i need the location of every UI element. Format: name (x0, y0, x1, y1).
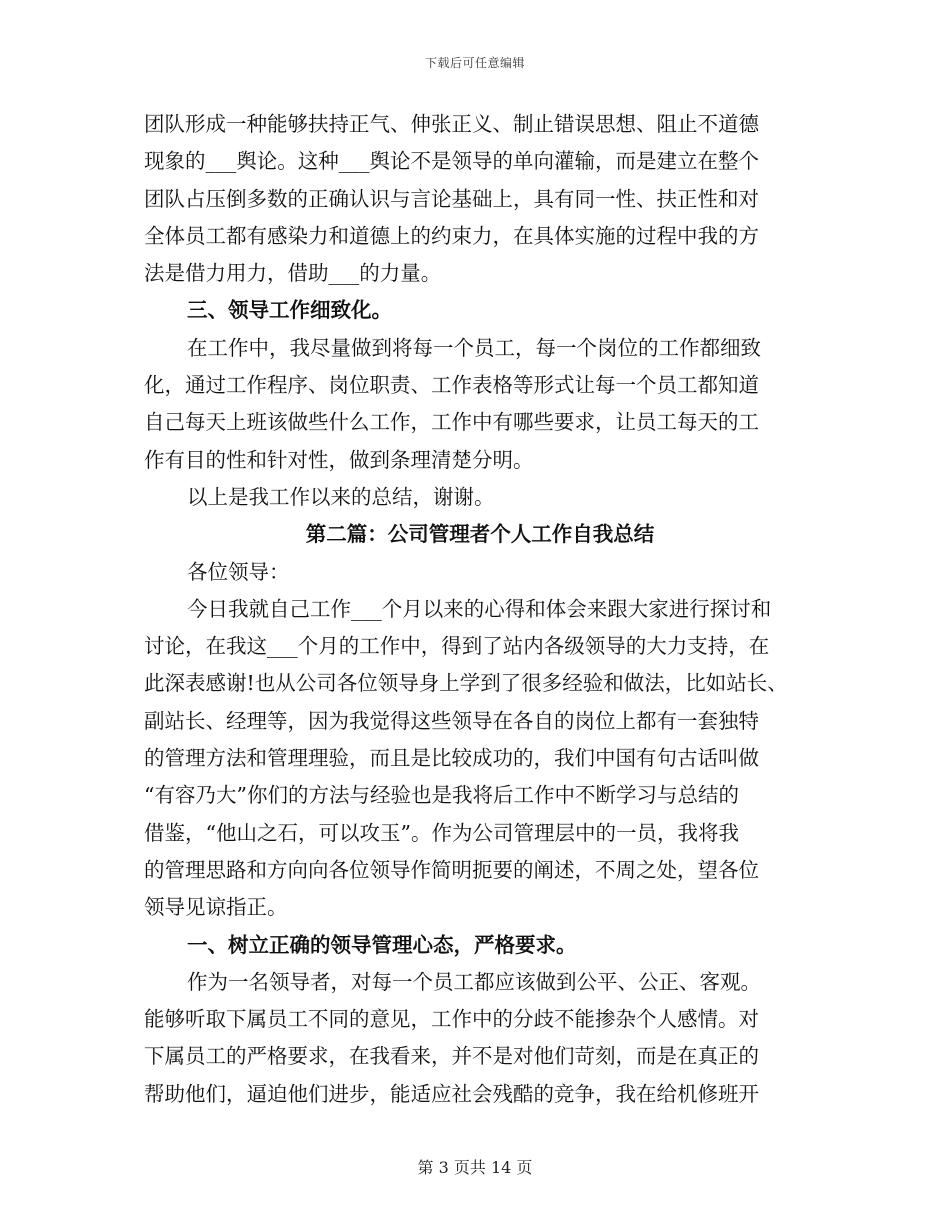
paragraph-line: 自己每天上班该做些什么工作，工作中有哪些要求，让员工每天的工 (144, 410, 759, 435)
chapter-title: 第二篇：公司管理者个人工作自我总结 (305, 522, 655, 547)
paragraph-line: 全体员工都有感染力和道德上的约束力，在具体实施的过程中我的方 (144, 223, 759, 248)
paragraph-line: 副站长、经理等，因为我觉得这些领导在各自的岗位上都有一套独特 (144, 708, 759, 733)
page-header: 下载后可任意编辑 (424, 56, 525, 70)
section-heading-3: 三、领导工作细致化。 (187, 298, 392, 323)
paragraph-line: 的管理思路和方向向各位领导作简明扼要的阐述，不周之处，望各位 (144, 857, 759, 882)
paragraph-line: 讨论，在我这___个月的工作中，得到了站内各级领导的大力支持，在 (144, 634, 770, 659)
paragraph-line: 在工作中，我尽量做到将每一个员工，每一个岗位的工作都细致 (187, 335, 761, 360)
paragraph-line: 团队占压倒多数的正确认识与言论基础上，具有同一性、扶正性和对 (144, 186, 759, 211)
paragraph-line: 能够听取下属员工不同的意见，工作中的分歧不能掺杂个人感情。对 (144, 1007, 759, 1032)
paragraph-line: 领导见谅指正。 (144, 895, 288, 920)
paragraph-line: “有容乃大”你们的方法与经验也是我将后工作中不断学习与总结的 (144, 783, 739, 808)
paragraph-line: 借鉴，“他山之石，可以攻玉”。作为公司管理层中的一员，我将我 (144, 820, 739, 845)
paragraph-line: 作为一名领导者，对每一个员工都应该做到公平、公正、客观。 (187, 969, 761, 994)
paragraph-line: 的管理方法和管理理验，而且是比较成功的，我们中国有句古话叫做 (144, 746, 759, 771)
paragraph-line: 下属员工的严格要求，在我看来，并不是对他们苛刻，而是在真正的 (144, 1044, 759, 1069)
paragraph-line: 化，通过工作程序、岗位职责、工作表格等形式让每一个员工都知道 (144, 373, 759, 398)
paragraph-line: 以上是我工作以来的总结，谢谢。 (187, 484, 495, 509)
paragraph-line: 此深表感谢!也从公司各位领导身上学到了很多经验和做法，比如站长、 (144, 671, 788, 696)
paragraph-line: 帮助他们，逼迫他们进步，能适应社会残酷的竞争，我在给机修班开 (144, 1081, 759, 1106)
page-number: 第 3 页共 14 页 (417, 1158, 533, 1177)
paragraph-line: 团队形成一种能够扶持正气、伸张正义、制止错误思想、阻止不道德 (144, 112, 759, 136)
paragraph-line: 今日我就自己工作___个月以来的心得和体会来跟大家进行探讨和 (187, 596, 772, 621)
salutation: 各位领导： (187, 559, 290, 584)
section-heading-1: 一、树立正确的领导管理心态，严格要求。 (187, 932, 577, 957)
paragraph-line: 现象的___舆论。这种___舆论不是领导的单向灌输，而是建立在整个 (144, 149, 759, 174)
paragraph-line: 法是借力用力，借助___的力量。 (144, 261, 442, 286)
document-body (144, 106, 816, 1113)
paragraph-line: 作有目的性和针对性，做到条理清楚分明。 (144, 447, 534, 472)
